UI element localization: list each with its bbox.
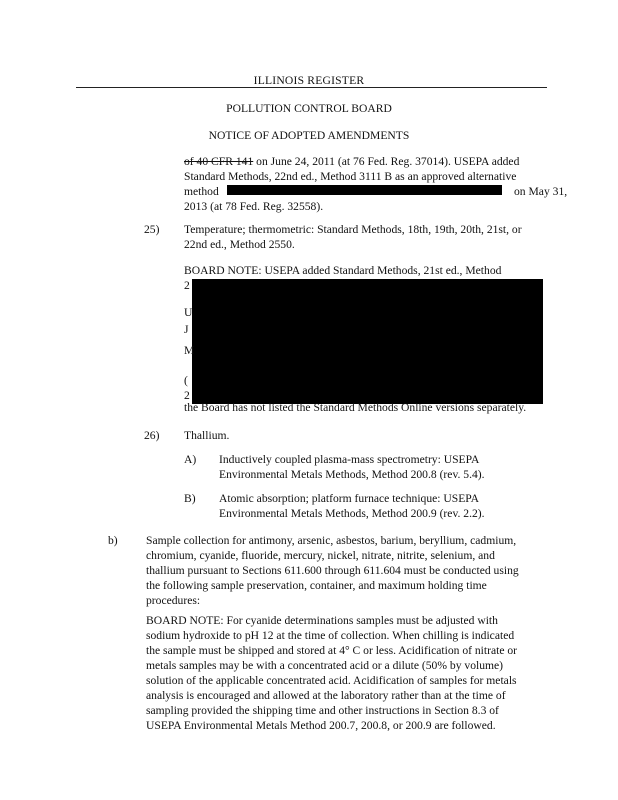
struck-text: of 40 CFR 141 (184, 155, 254, 168)
item-25-line-1: Temperature; thermometric: Standard Methods, 18th, 19th, 20th, 21st, or (184, 223, 522, 236)
cont-line-1 (184, 154, 519, 169)
cont-line-4: 2013 (at 78 Fed. Reg. 32558). (184, 200, 324, 213)
cont-line-2: Standard Methods, 22nd ed., Method 3111 B as an approved alternative (184, 170, 517, 183)
item-26-number: 26) (144, 429, 160, 442)
item-26-a-line-1: Inductively coupled plasma-mass spectrometry: USEPA (219, 453, 480, 466)
item-26-a-line-2: Environmental Metals Methods, Method 200.8 (rev. 5.4). (219, 468, 485, 481)
section-b-line-5: procedures: (146, 594, 201, 607)
item-26-title: Thallium. (184, 429, 230, 442)
item-26-b-line-2: Environmental Metals Methods, Method 200.9 (rev. 2.2). (219, 507, 485, 520)
board-note-1-partial-1: 2 (184, 279, 190, 292)
board-note-2-line-6: analysis is encouraged and allowed at the laboratory rather than at the time of (146, 689, 506, 702)
cont-line-3a: method (184, 185, 219, 198)
item-26-b-line-1: Atomic absorption; platform furnace technique: USEPA (219, 492, 480, 505)
item-26-b-label: B) (184, 492, 196, 505)
board-note-1-partial-6: 2 (184, 389, 190, 402)
board-note-1-partial-5: ( (184, 374, 188, 387)
section-b-line-2: chromium, cyanide, fluoride, mercury, nickel, nitrate, nitrite, selenium, and (146, 549, 495, 562)
board-note-2-line-5: solution of the applicable concentrated acid. Acidification of samples for metals (146, 674, 517, 687)
notice-title: NOTICE OF ADOPTED AMENDMENTS (208, 129, 410, 142)
board-title: POLLUTION CONTROL BOARD (226, 102, 392, 115)
redaction-block (192, 279, 543, 404)
section-b-line-1: Sample collection for antimony, arsenic, asbestos, barium, beryllium, cadmium, (146, 534, 517, 547)
redaction-bar (227, 185, 502, 195)
board-note-2-line-3: the sample must be shipped and stored at 4° C or less. Acidification of nitrate or (146, 644, 518, 657)
register-title: ILLINOIS REGISTER (253, 74, 365, 87)
section-b-label: b) (108, 534, 118, 547)
item-25-line-2: 22nd ed., Method 2550. (184, 238, 295, 251)
section-b-line-3: thallium pursuant to Sections 611.600 through 611.604 must be conducted using (146, 564, 519, 577)
board-note-1-partial-2: U (184, 306, 193, 319)
board-note-1-line-1: BOARD NOTE: USEPA added Standard Methods, 21st ed., Method (184, 264, 502, 277)
cont-line-3b: on May 31, (514, 185, 568, 198)
cont-line-1-rest: on June 24, 2011 (at 76 Fed. Reg. 37014). USEPA added (253, 155, 520, 168)
item-25-number: 25) (144, 223, 160, 236)
board-note-2-line-7: sampling provided the shipping time and other instructions in Section 8.3 of (146, 704, 499, 717)
board-note-2-line-1: BOARD NOTE: For cyanide determinations samples must be adjusted with (146, 614, 498, 627)
section-b-line-4: the following sample preservation, container, and maximum holding time (146, 579, 487, 592)
board-note-1-partial-3: J (184, 323, 189, 336)
board-note-1-partial-4: M (184, 344, 195, 357)
board-note-1-last-line: the Board has not listed the Standard Methods Online versions separately. (184, 401, 527, 414)
board-note-2-line-8: USEPA Environmental Metals Method 200.7, 200.8, or 200.9 are followed. (146, 719, 496, 732)
item-26-a-label: A) (184, 453, 197, 466)
board-note-2-line-4: metals samples may be with a concentrated acid or a dilute (50% by volume) (146, 659, 504, 672)
board-note-2-line-2: sodium hydroxide to pH 12 at the time of collection. When chilling is indicated (146, 629, 515, 642)
